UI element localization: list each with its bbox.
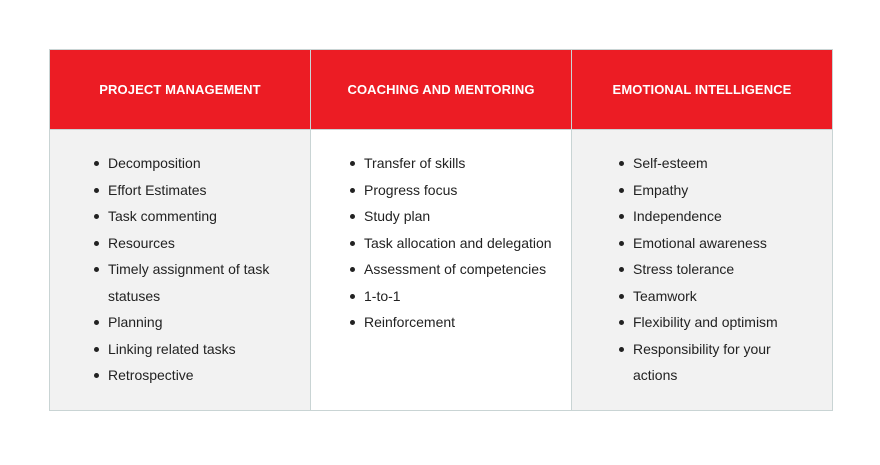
list-item: Independence (633, 203, 832, 230)
column-coaching-and-mentoring (311, 50, 572, 410)
skills-table (49, 49, 833, 411)
skills-list (311, 150, 571, 336)
list-item: Decomposition (108, 150, 310, 177)
column-body (50, 130, 310, 410)
list-item: Resources (108, 230, 310, 257)
list-item: Flexibility and optimism (633, 309, 832, 336)
skills-list (572, 150, 832, 389)
list-item: Assessment of competencies (364, 256, 571, 283)
list-item: Self-esteem (633, 150, 832, 177)
column-header: EMOTIONAL INTELLIGENCE (572, 50, 832, 130)
list-item: Planning (108, 309, 310, 336)
list-item: Progress focus (364, 177, 571, 204)
list-item: Study plan (364, 203, 571, 230)
list-item: 1-to-1 (364, 283, 571, 310)
list-item: Teamwork (633, 283, 832, 310)
list-item: Task commenting (108, 203, 310, 230)
list-item: Task allocation and delegation (364, 230, 571, 257)
column-body (311, 130, 571, 410)
skills-list (50, 150, 310, 389)
column-header: COACHING AND MENTORING (311, 50, 571, 130)
list-item: Emotional awareness (633, 230, 832, 257)
list-item: Effort Estimates (108, 177, 310, 204)
column-body (572, 130, 832, 410)
list-item: Linking related tasks (108, 336, 310, 363)
list-item: Stress tolerance (633, 256, 832, 283)
column-header: PROJECT MANAGEMENT (50, 50, 310, 130)
list-item: Reinforcement (364, 309, 571, 336)
list-item: Transfer of skills (364, 150, 571, 177)
list-item: Retrospective (108, 362, 310, 389)
list-item: Timely assignment of task statuses (108, 256, 286, 309)
column-project-management (50, 50, 311, 410)
list-item: Responsibility for your actions (633, 336, 791, 389)
column-emotional-intelligence (572, 50, 832, 410)
list-item: Empathy (633, 177, 832, 204)
